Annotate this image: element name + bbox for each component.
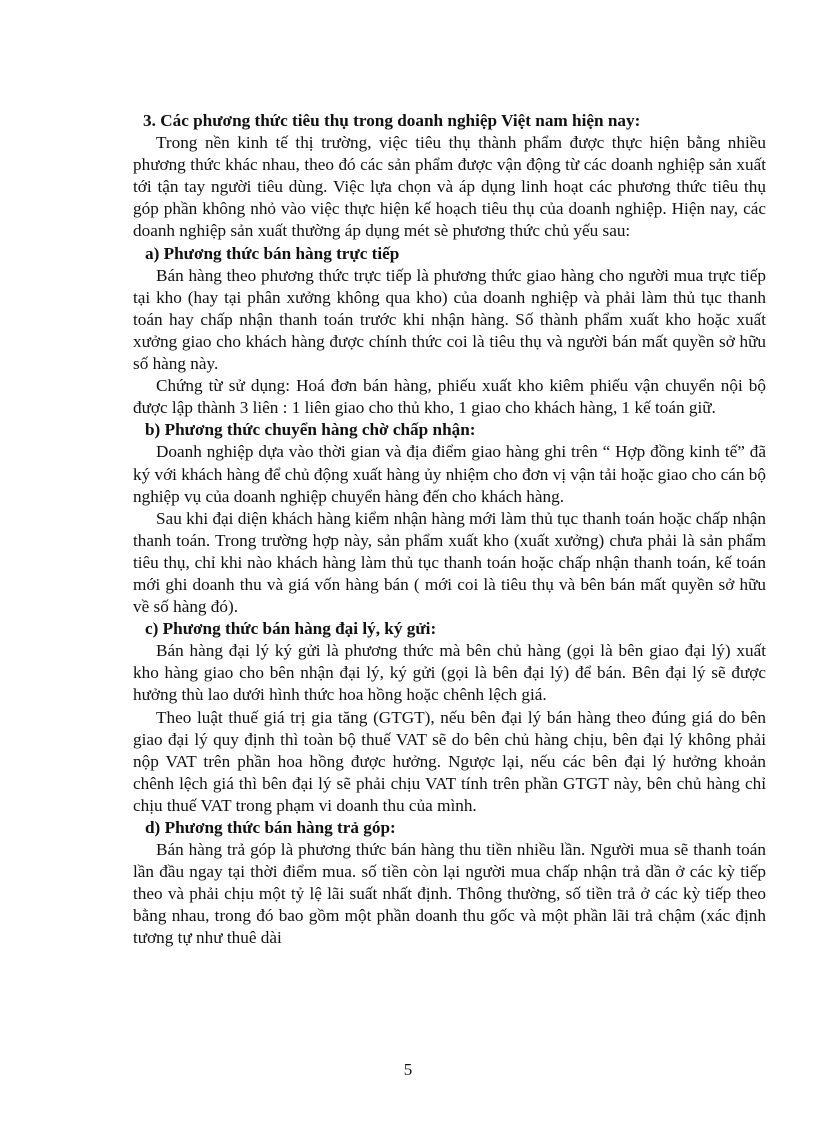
subsection-d-paragraph-1: Bán hàng trả góp là phương thức bán hàng thu tiền nhiều lần. Người mua sẽ thanh toán lần đầu ngay tại thời điểm mua. số tiền còn lại người mua chấp nhận trả dần ở các kỳ tiếp theo và phải chịu một tỷ lệ lãi suất nhất định. Thông thường, số tiền trả ở các kỳ tiếp theo bằng nhau, trong đó bao gồm một phần doanh thu gốc và một phần lãi trả chậm (xác định tương tự như thuê dài: [133, 840, 766, 948]
subsection-b-paragraph-2: Sau khi đại diện khách hàng kiểm nhận hàng mới làm thủ tục thanh toán hoặc chấp nhận thanh toán. Trong trường hợp này, sản phẩm xuất kho (xuất xưởng) chưa phải là sản phẩm tiêu thụ, chỉ khi nào khách hàng làm thủ tục thanh toán hoặc chấp nhận thanh toán, kế toán mới ghi doanh thu và giá vốn hàng bán ( mới coi là tiêu thụ và bên bán mất quyền sở hữu về số hàng đó).: [133, 508, 766, 617]
subsection-a-paragraph-1: Bán hàng theo phương thức trực tiếp là phương thức giao hàng cho người mua trực tiếp tại kho (hay tại phân xưởng không qua kho) của doanh nghiệp và phải làm thủ tục thanh toán hay chấp nhận thanh toán trước khi nhận hàng. Số thành phẩm xuất kho hoặc xuất xưởng giao cho khách hàng được chính thức coi là tiêu thụ và người bán mất quyền sở hữu số hàng này.: [133, 265, 766, 374]
subsection-c-paragraph-2: Theo luật thuế giá trị gia tăng (GTGT), nếu bên đại lý bán hàng theo đúng giá do bên giao đại lý quy định thì toàn bộ thuế VAT sẽ do bên chủ hàng chịu, bên đại lý không phải nộp VAT trên phần hoa hồng được hưởng. Ngược lại, nếu các bên đại lý hưởng khoản chênh lệch giá thì bên đại lý sẽ phải chịu VAT tính trên phần GTGT này, bên chủ hàng chỉ chịu thuế VAT trong phạm vi doanh thu của mình.: [133, 707, 766, 815]
subsection-d-title: d) Phương thức bán hàng trả góp:: [145, 818, 396, 837]
subsection-b-title: b) Phương thức chuyển hàng chờ chấp nhận:: [145, 420, 476, 440]
subsection-c-title: c) Phương thức bán hàng đại lý, ký gửi:: [145, 619, 437, 639]
document-page: [133, 110, 766, 950]
intro-paragraph: Trong nền kinh tế thị trường, việc tiêu thụ thành phẩm được thực hiện bằng nhiều phương thức khác nhau, theo đó các sản phẩm được vận động từ các doanh nghiệp sản xuất tới tận tay người tiêu dùng. Việc lựa chọn và áp dụng linh hoạt các phương thức tiêu thụ góp phần không nhỏ vào việc thực hiện kế hoạch tiêu thụ của doanh nghiệp. Hiện nay, các doanh nghiệp sản xuất thường áp dụng mét sè phương thức chủ yếu sau:: [133, 133, 766, 241]
subsection-c-paragraph-1: Bán hàng đại lý ký gửi là phương thức mà bên chủ hàng (gọi là bên giao đại lý) xuất kho hàng giao cho bên nhận đại lý, ký gửi (gọi là bên đại lý) để bán. Bên đại lý sẽ được hưởng thù lao dưới hình thức hoa hồng hoặc chênh lệch giá.: [133, 641, 766, 705]
subsection-a-title: a) Phương thức bán hàng trực tiếp: [145, 243, 400, 263]
section-title: 3. Các phương thức tiêu thụ trong doanh nghiệp Việt nam hiện nay:: [143, 111, 641, 130]
page-number: 5: [403, 1060, 413, 1079]
subsection-b-paragraph-1: Doanh nghiệp dựa vào thời gian và địa điểm giao hàng ghi trên “ Hợp đồng kinh tế” đã ký với khách hàng để chủ động xuất hàng ủy nhiệm cho đơn vị vận tải hoặc giao cho cán bộ nghiệp vụ của doanh nghiệp chuyển hàng đến cho khách hàng.: [133, 442, 766, 506]
subsection-a-paragraph-2: Chứng từ sử dụng: Hoá đơn bán hàng, phiếu xuất kho kiêm phiếu vận chuyển nội bộ được lập thành 3 liên : 1 liên giao cho thủ kho, 1 giao cho khách hàng, 1 kế toán giữ.: [133, 376, 766, 418]
